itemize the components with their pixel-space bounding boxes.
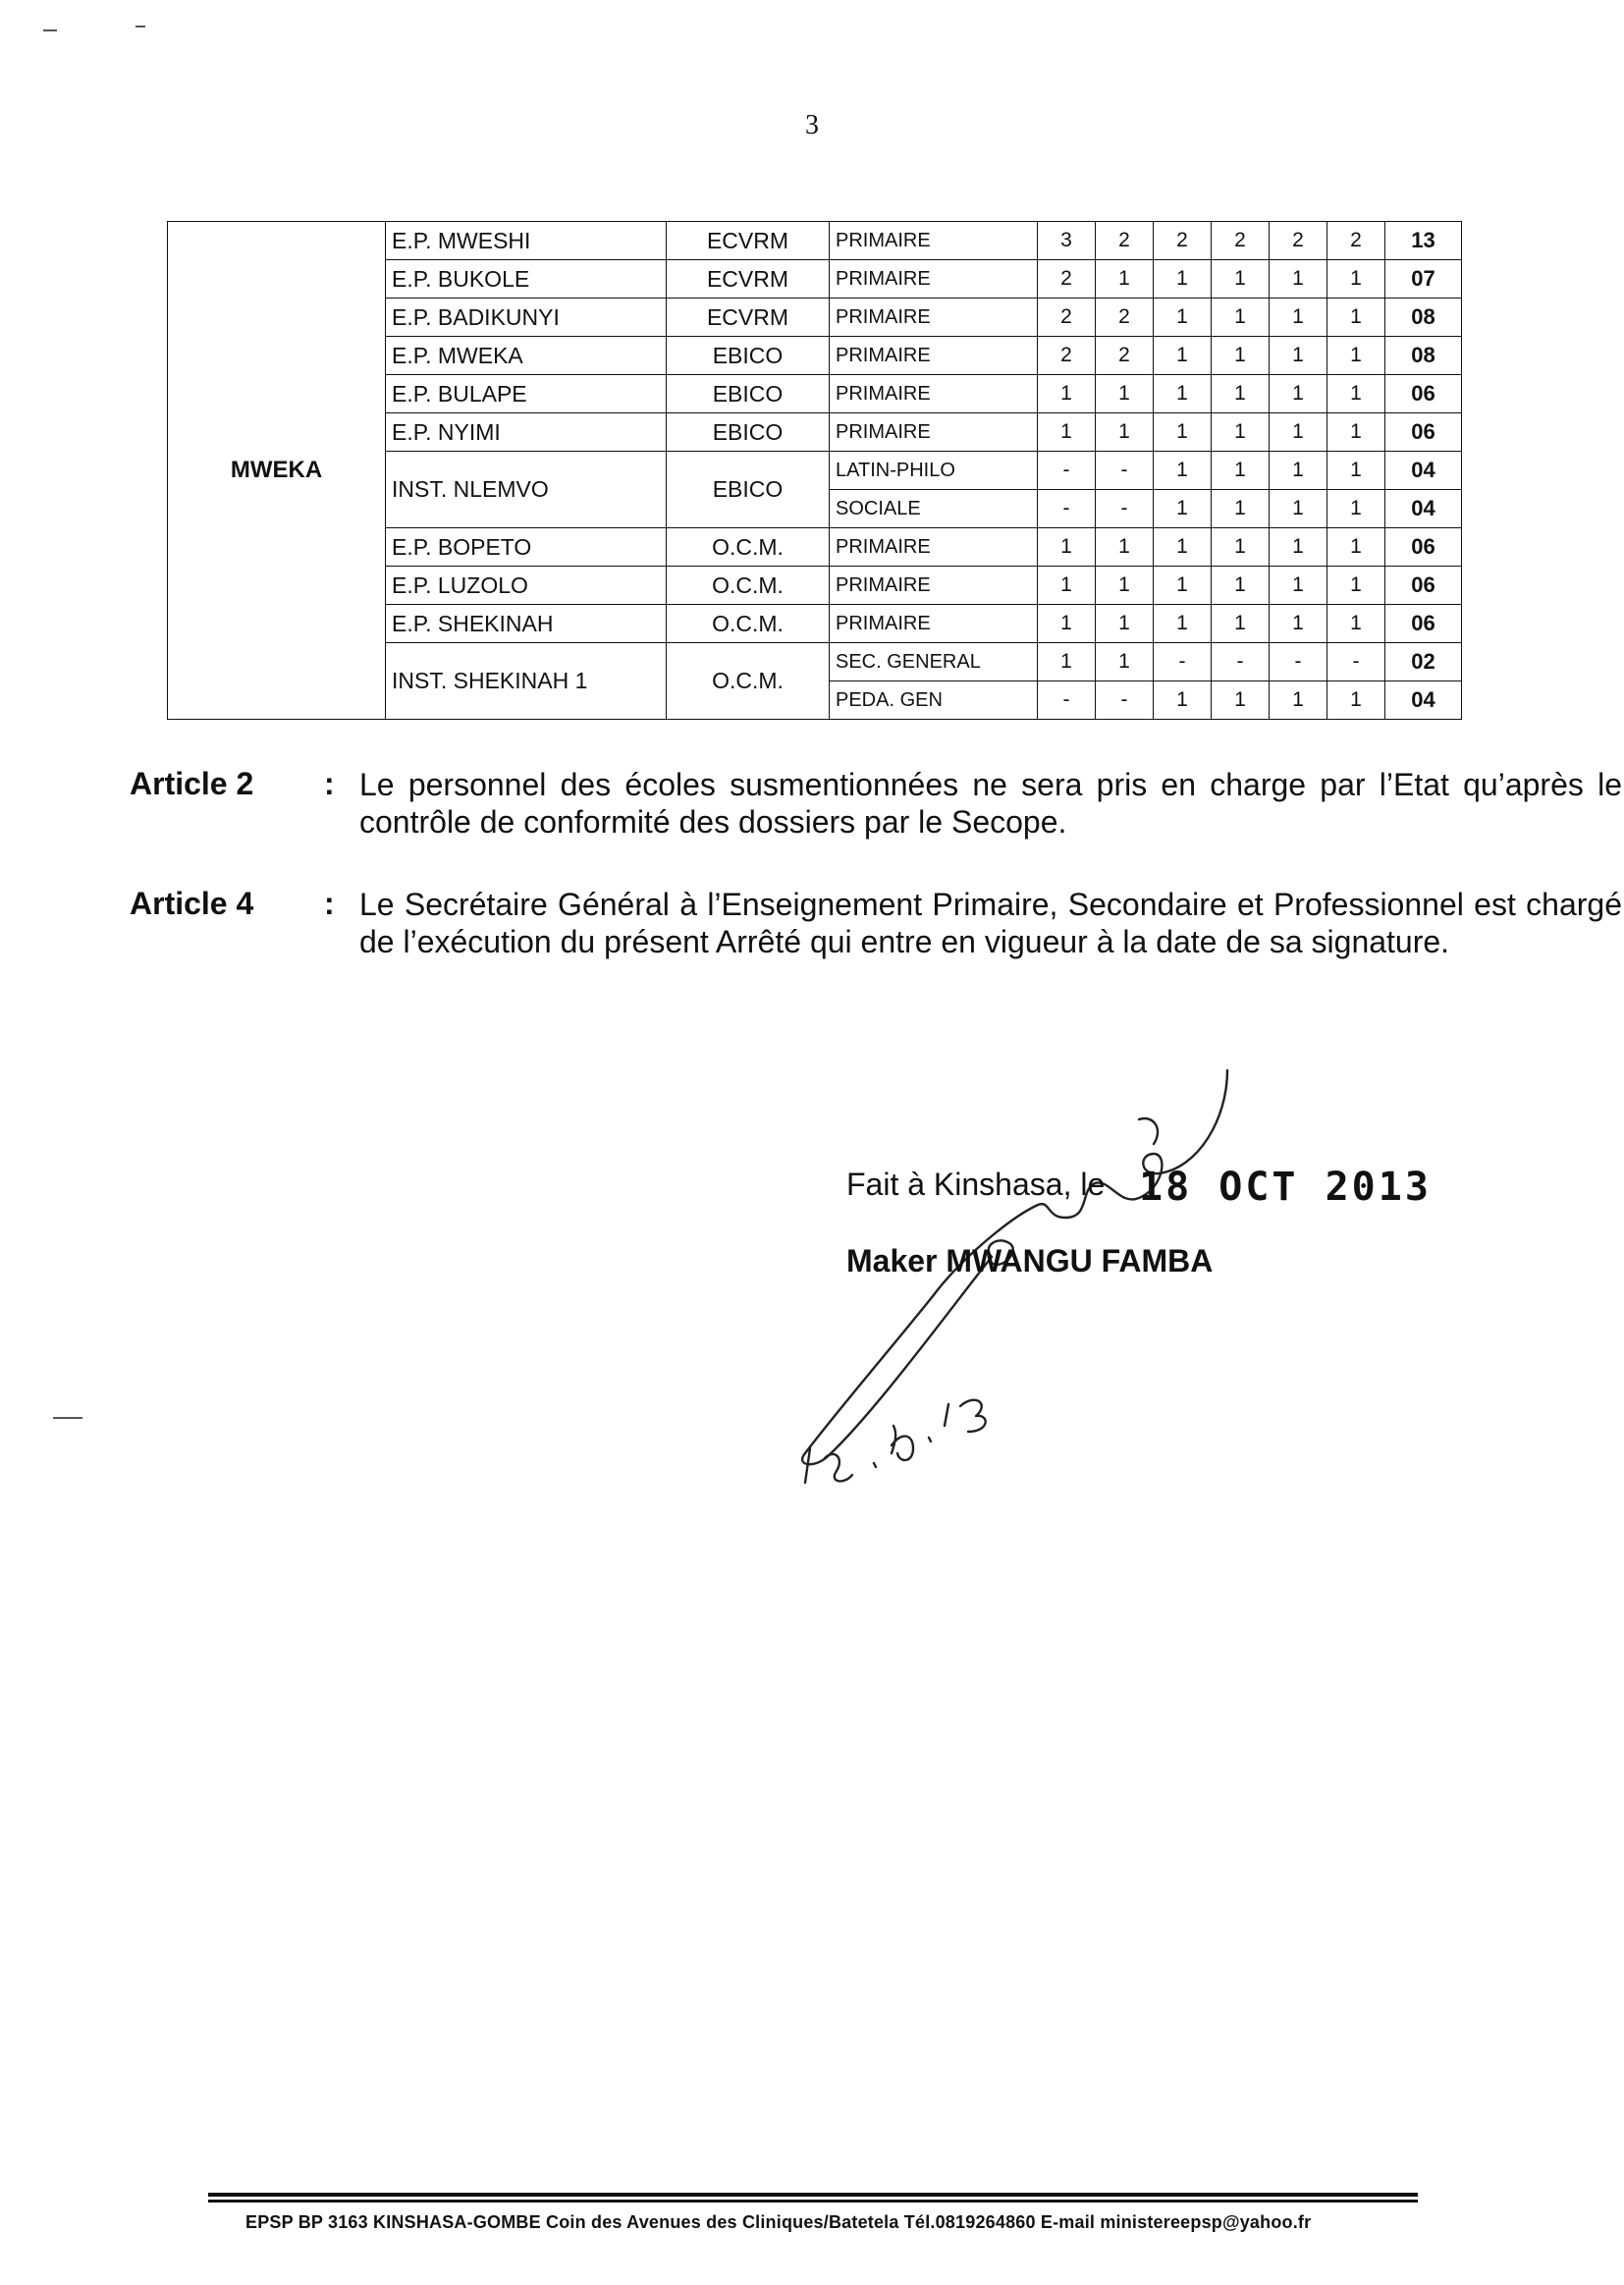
article-4-label: Article 4: [130, 886, 254, 921]
count-cell: 1: [1327, 337, 1385, 375]
count-cell: 1: [1212, 375, 1270, 413]
count-cell: 1: [1154, 490, 1212, 528]
scan-mark: [53, 1417, 82, 1419]
page-number: 3: [805, 110, 819, 140]
school-cell: E.P. NYIMI: [386, 413, 667, 452]
signatory-name: Maker MWANGU FAMBA: [846, 1243, 1214, 1279]
count-cell: 1: [1212, 490, 1270, 528]
network-cell: ECVRM: [667, 222, 830, 260]
count-cell: 1: [1212, 528, 1270, 567]
section-cell: PRIMAIRE: [830, 605, 1038, 643]
count-cell: 1: [1212, 260, 1270, 299]
footer-address: EPSP BP 3163 KINSHASA-GOMBE Coin des Avenues des Cliniques/Batetela Tél.0819264860 E-mail ministereepsp@yahoo.fr: [245, 2212, 1312, 2232]
count-cell: 1: [1270, 490, 1327, 528]
count-cell: 2: [1096, 222, 1154, 260]
count-cell: 1: [1096, 528, 1154, 567]
total-cell: 02: [1385, 643, 1462, 681]
count-cell: 1: [1096, 605, 1154, 643]
count-cell: 1: [1096, 260, 1154, 299]
section-cell: PRIMAIRE: [830, 222, 1038, 260]
count-cell: 2: [1270, 222, 1327, 260]
school-cell: E.P. LUZOLO: [386, 567, 667, 605]
count-cell: -: [1327, 643, 1385, 681]
article-4-text: Le Secrétaire Général à l’Enseignement Primaire, Secondaire et Professionnel est chargé de l’exécution du présent Arrêté qui entre en vigueur à la date de sa signature.: [359, 887, 1622, 959]
count-cell: 1: [1212, 567, 1270, 605]
section-cell: PRIMAIRE: [830, 528, 1038, 567]
total-cell: 06: [1385, 567, 1462, 605]
network-cell: ECVRM: [667, 260, 830, 299]
count-cell: 1: [1154, 260, 1212, 299]
count-cell: 1: [1327, 567, 1385, 605]
total-cell: 07: [1385, 260, 1462, 299]
article-4-colon: :: [324, 886, 335, 921]
count-cell: -: [1096, 452, 1154, 490]
count-cell: 1: [1327, 681, 1385, 720]
count-cell: 1: [1270, 681, 1327, 720]
school-cell: E.P. BULAPE: [386, 375, 667, 413]
scan-mark: [135, 26, 145, 27]
count-cell: 1: [1038, 605, 1096, 643]
total-cell: 08: [1385, 299, 1462, 337]
article-2-label: Article 2: [130, 766, 254, 801]
count-cell: 1: [1327, 413, 1385, 452]
count-cell: 1: [1154, 337, 1212, 375]
total-cell: 06: [1385, 528, 1462, 567]
network-cell: EBICO: [667, 375, 830, 413]
footer-rule: [208, 2193, 1418, 2206]
count-cell: 1: [1327, 452, 1385, 490]
count-cell: -: [1212, 643, 1270, 681]
network-cell: O.C.M.: [667, 643, 830, 720]
count-cell: -: [1038, 452, 1096, 490]
count-cell: 1: [1327, 375, 1385, 413]
school-cell: E.P. SHEKINAH: [386, 605, 667, 643]
count-cell: 1: [1212, 681, 1270, 720]
total-cell: 06: [1385, 375, 1462, 413]
school-cell: E.P. BOPETO: [386, 528, 667, 567]
count-cell: 1: [1212, 452, 1270, 490]
count-cell: 2: [1154, 222, 1212, 260]
total-cell: 04: [1385, 452, 1462, 490]
article-2-text: Le personnel des écoles susmentionnées ne sera pris en charge par l’Etat qu’après le contrôle de conformité des dossiers par le Secope.: [359, 767, 1622, 840]
count-cell: 1: [1096, 567, 1154, 605]
count-cell: 1: [1038, 528, 1096, 567]
count-cell: 1: [1270, 260, 1327, 299]
section-cell: PRIMAIRE: [830, 260, 1038, 299]
count-cell: 1: [1154, 413, 1212, 452]
district-cell: MWEKA: [168, 222, 386, 720]
section-cell: PRIMAIRE: [830, 375, 1038, 413]
count-cell: -: [1270, 643, 1327, 681]
total-cell: 04: [1385, 490, 1462, 528]
signature-place: Fait à Kinshasa, le: [846, 1167, 1106, 1202]
total-cell: 08: [1385, 337, 1462, 375]
school-cell: INST. NLEMVO: [386, 452, 667, 528]
count-cell: 1: [1038, 567, 1096, 605]
school-cell: E.P. MWEKA: [386, 337, 667, 375]
network-cell: EBICO: [667, 337, 830, 375]
count-cell: 1: [1327, 528, 1385, 567]
table-row: [168, 222, 1462, 260]
count-cell: 1: [1154, 452, 1212, 490]
count-cell: 1: [1270, 337, 1327, 375]
count-cell: 1: [1327, 490, 1385, 528]
count-cell: 1: [1270, 299, 1327, 337]
count-cell: 1: [1270, 528, 1327, 567]
section-cell: SEC. GENERAL: [830, 643, 1038, 681]
count-cell: -: [1038, 681, 1096, 720]
count-cell: 1: [1154, 375, 1212, 413]
count-cell: 1: [1154, 528, 1212, 567]
allocation-table: [167, 221, 1462, 720]
count-cell: 1: [1212, 605, 1270, 643]
section-cell: PRIMAIRE: [830, 413, 1038, 452]
count-cell: 1: [1154, 605, 1212, 643]
count-cell: 1: [1212, 299, 1270, 337]
count-cell: 1: [1038, 375, 1096, 413]
count-cell: 2: [1096, 299, 1154, 337]
count-cell: 1: [1154, 567, 1212, 605]
count-cell: -: [1154, 643, 1212, 681]
count-cell: 1: [1096, 375, 1154, 413]
count-cell: 1: [1270, 452, 1327, 490]
count-cell: 1: [1327, 260, 1385, 299]
total-cell: 04: [1385, 681, 1462, 720]
count-cell: 3: [1038, 222, 1096, 260]
network-cell: O.C.M.: [667, 567, 830, 605]
section-cell: LATIN-PHILO: [830, 452, 1038, 490]
network-cell: EBICO: [667, 452, 830, 528]
count-cell: -: [1038, 490, 1096, 528]
network-cell: O.C.M.: [667, 605, 830, 643]
date-stamp: 18 OCT 2013: [1139, 1165, 1432, 1210]
network-cell: EBICO: [667, 413, 830, 452]
school-cell: E.P. BADIKUNYI: [386, 299, 667, 337]
total-cell: 13: [1385, 222, 1462, 260]
total-cell: 06: [1385, 605, 1462, 643]
scan-mark: [43, 29, 57, 31]
count-cell: 1: [1212, 413, 1270, 452]
total-cell: 06: [1385, 413, 1462, 452]
section-cell: PRIMAIRE: [830, 337, 1038, 375]
count-cell: 1: [1270, 605, 1327, 643]
count-cell: 1: [1096, 643, 1154, 681]
section-cell: PRIMAIRE: [830, 299, 1038, 337]
count-cell: 1: [1270, 413, 1327, 452]
section-cell: SOCIALE: [830, 490, 1038, 528]
count-cell: 1: [1154, 681, 1212, 720]
count-cell: 2: [1212, 222, 1270, 260]
section-cell: PEDA. GEN: [830, 681, 1038, 720]
school-cell: INST. SHEKINAH 1: [386, 643, 667, 720]
count-cell: 2: [1096, 337, 1154, 375]
network-cell: ECVRM: [667, 299, 830, 337]
count-cell: -: [1096, 490, 1154, 528]
count-cell: -: [1096, 681, 1154, 720]
article-2-colon: :: [324, 766, 335, 801]
school-cell: E.P. BUKOLE: [386, 260, 667, 299]
count-cell: 2: [1038, 299, 1096, 337]
count-cell: 2: [1327, 222, 1385, 260]
section-cell: PRIMAIRE: [830, 567, 1038, 605]
count-cell: 2: [1038, 260, 1096, 299]
count-cell: 2: [1038, 337, 1096, 375]
count-cell: 1: [1154, 299, 1212, 337]
count-cell: 1: [1270, 375, 1327, 413]
count-cell: 1: [1212, 337, 1270, 375]
network-cell: O.C.M.: [667, 528, 830, 567]
school-cell: E.P. MWESHI: [386, 222, 667, 260]
count-cell: 1: [1038, 413, 1096, 452]
count-cell: 1: [1270, 567, 1327, 605]
count-cell: 1: [1038, 643, 1096, 681]
count-cell: 1: [1327, 299, 1385, 337]
count-cell: 1: [1327, 605, 1385, 643]
count-cell: 1: [1096, 413, 1154, 452]
